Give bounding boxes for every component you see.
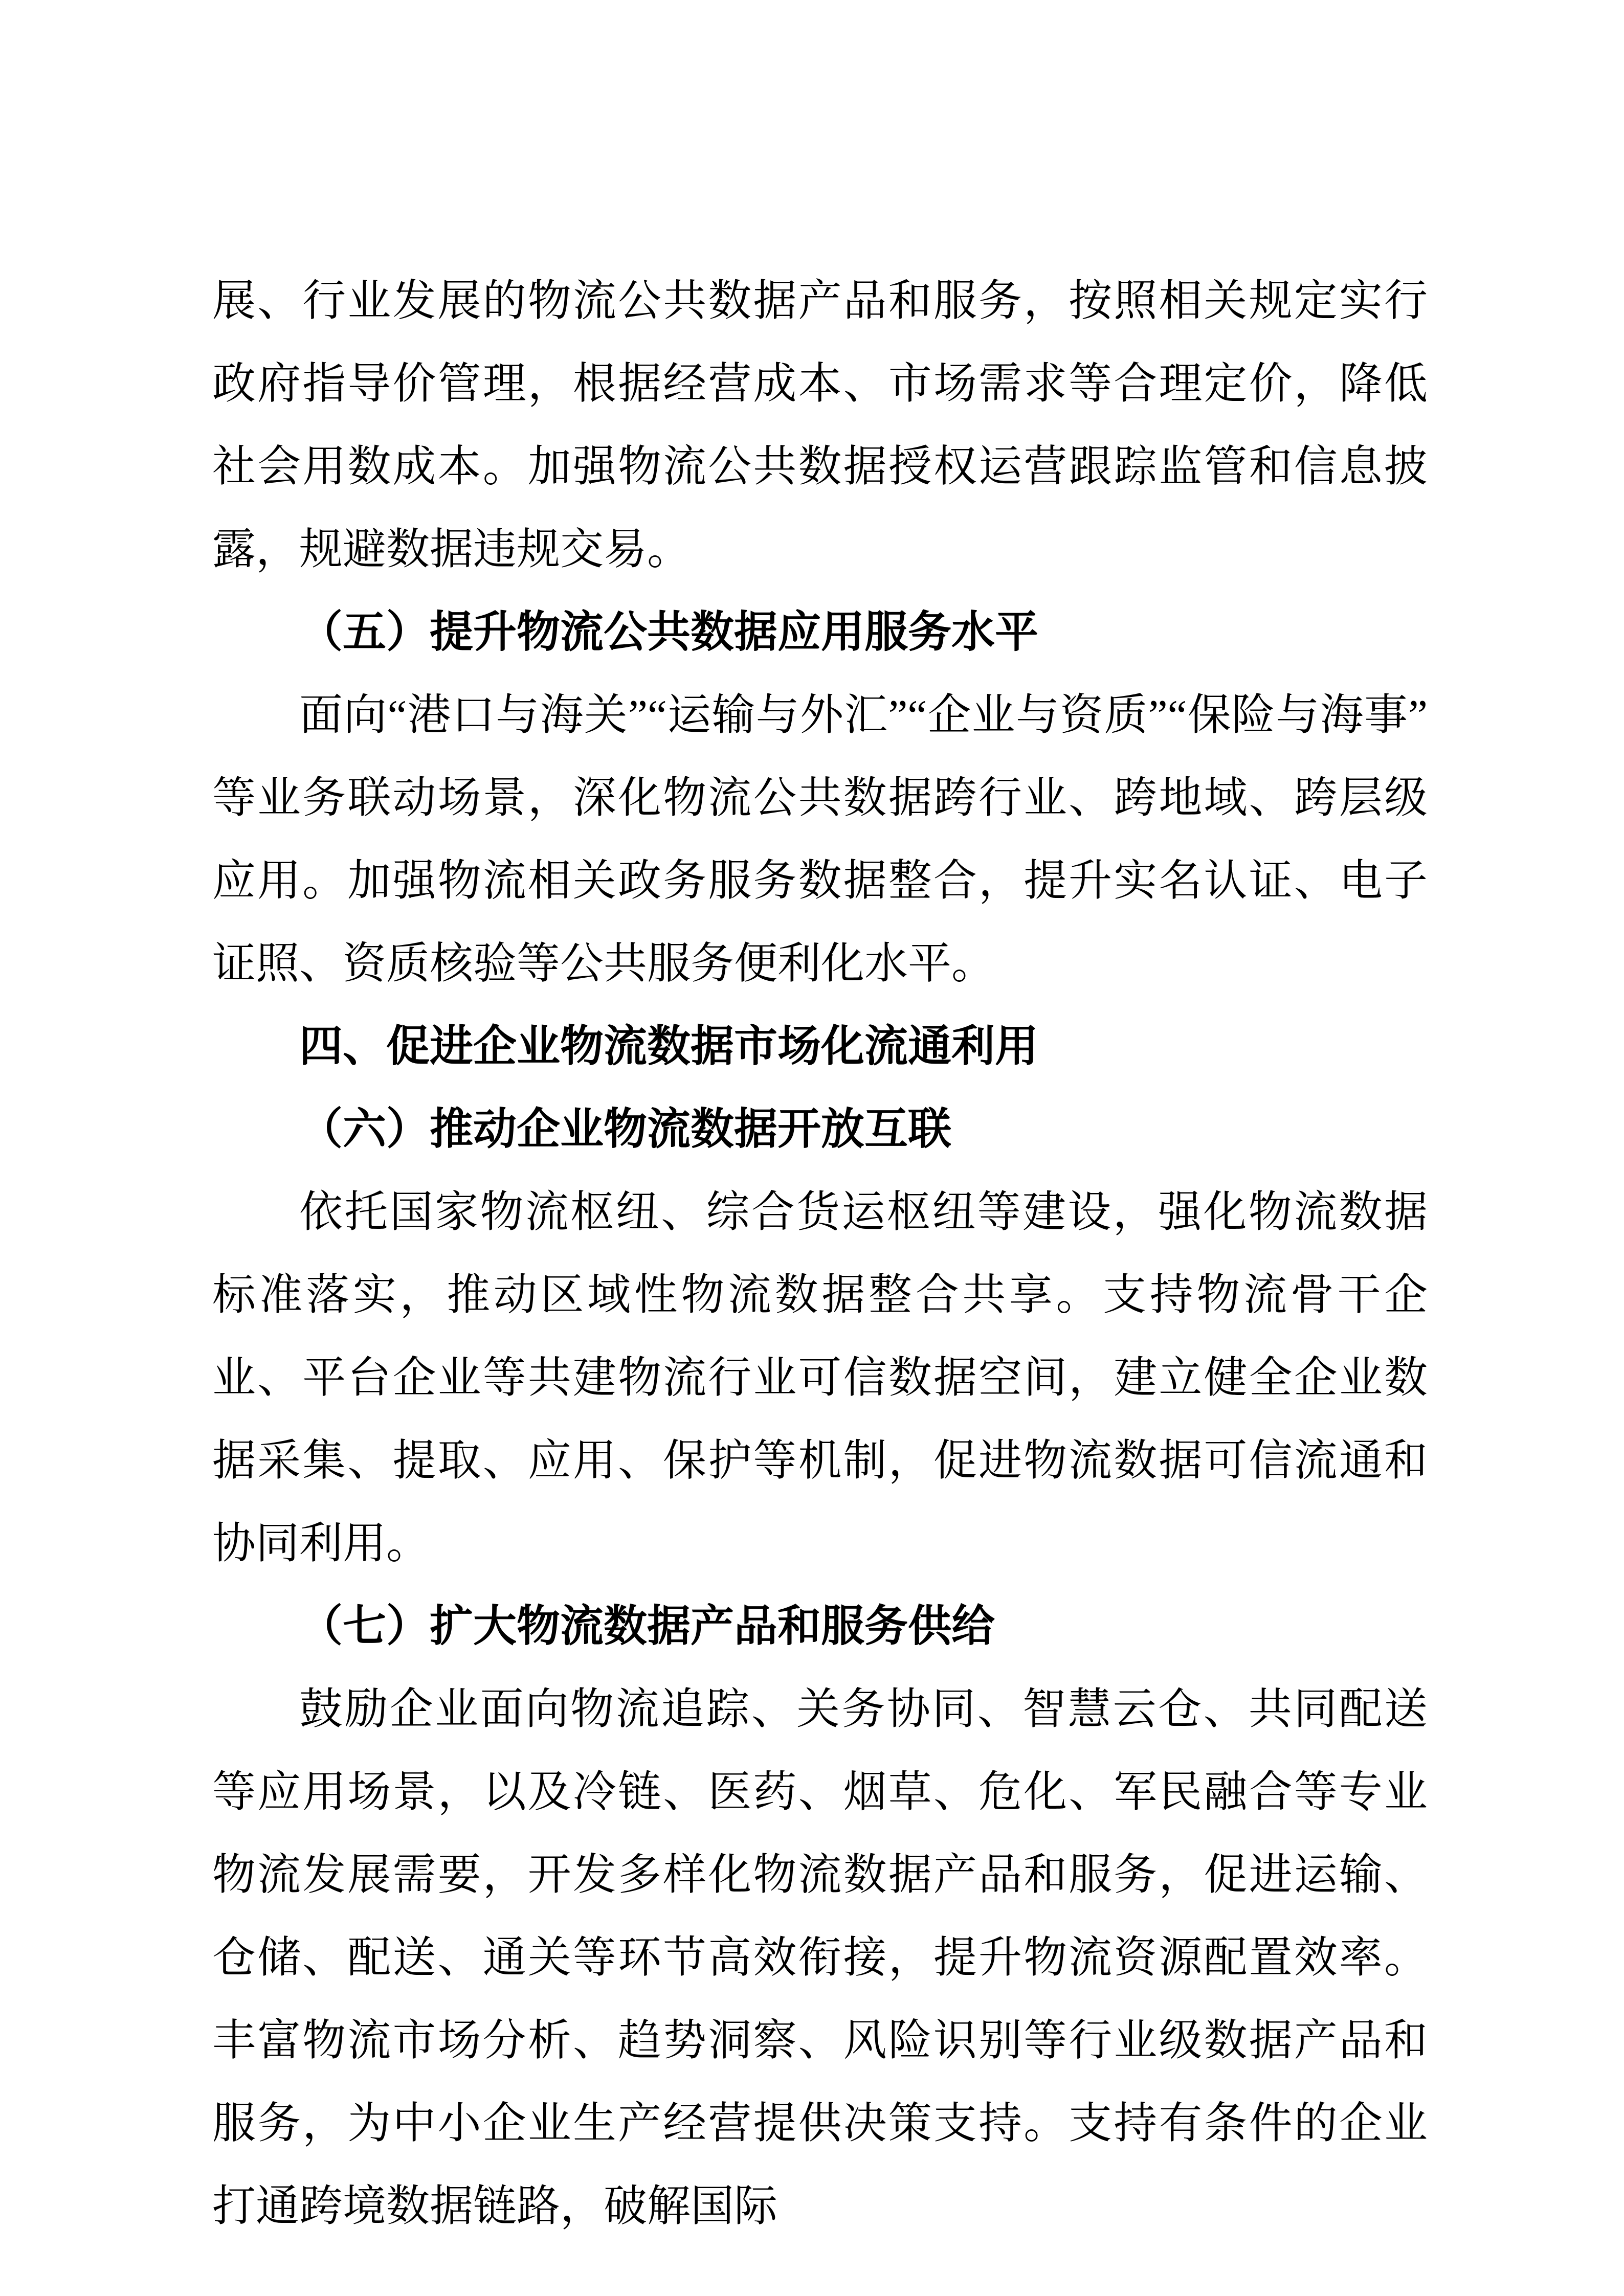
paragraph-section-6: 依托国家物流枢纽、综合货运枢纽等建设，强化物流数据标准落实，推动区域性物流数据整合共享。支持物流骨干企业、平台企业等共建物流行业可信数据空间，建立健全企业数据采集、提取、应用、保护等机制，促进物流数据可信流通和协同利用。	[212, 1188, 1428, 1568]
paragraph-section-5: 面向“港口与海关”“运输与外汇”“企业与资质”“保险与海事”等业务联动场景，深化物流公共数据跨行业、跨地域、跨层级应用。加强物流相关政务服务数据整合，提升实名认证、电子证照、资质核验等公共服务便利化水平。	[212, 691, 1428, 988]
document-content	[212, 260, 1428, 2248]
heading-section-6: （六）推动企业物流数据开放互联	[299, 1106, 952, 1154]
paragraph-section-7: 鼓励企业面向物流追踪、关务协同、智慧云仓、共同配送等应用场景，以及冷链、医药、烟草、危化、军民融合等专业物流发展需要，开发多样化物流数据产品和服务，促进运输、仓储、配送、通关等环节高效衔接，提升物流资源配置效率。丰富物流市场分析、趋势洞察、风险识别等行业级数据产品和服务，为中小企业生产经营提供决策支持。支持有条件的企业打通跨境数据链路，破解国际	[212, 1685, 1428, 2231]
heading-chapter-4: 四、促进企业物流数据市场化流通利用	[299, 1022, 1039, 1071]
paragraph-continued-from-previous-page: 展、行业发展的物流公共数据产品和服务，按照相关规定实行政府指导价管理，根据经营成本、市场需求等合理定价，降低社会用数成本。加强物流公共数据授权运营跟踪监管和信息披露，规避数据违规交易。	[212, 277, 1428, 574]
heading-section-7: （七）扩大物流数据产品和服务供给	[299, 1603, 995, 1651]
heading-section-5: （五）提升物流公共数据应用服务水平	[299, 609, 1039, 657]
